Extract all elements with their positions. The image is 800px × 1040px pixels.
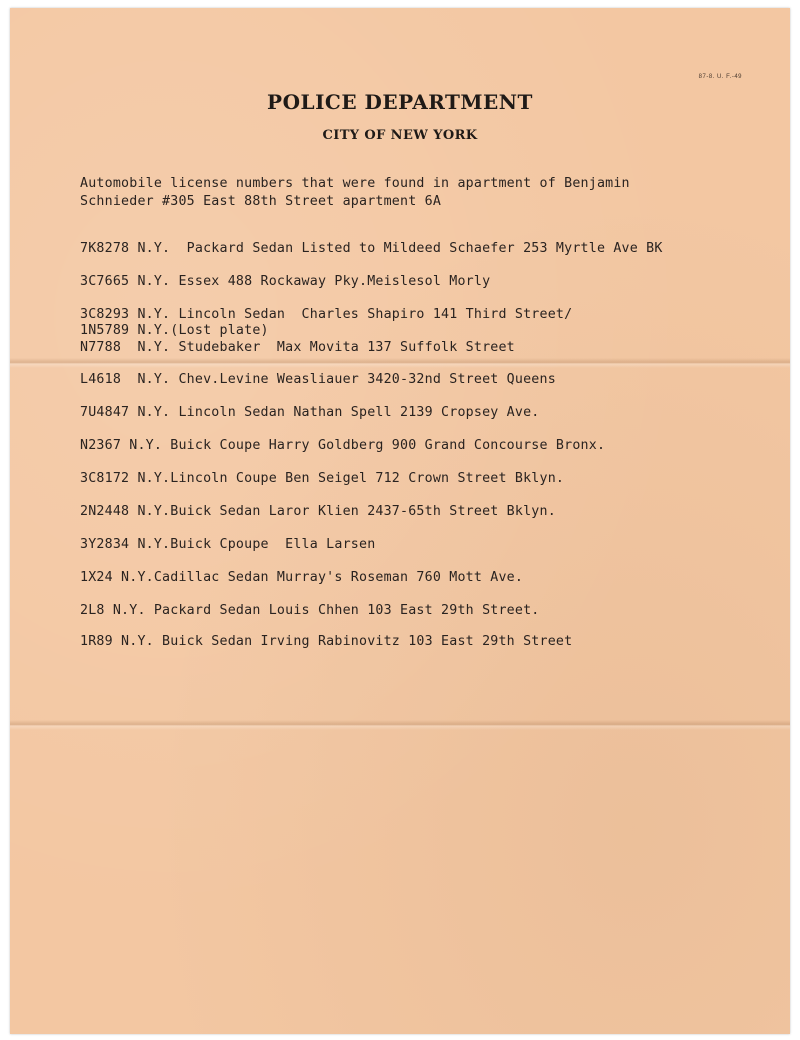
- license-entry: 3C8293 N.Y. Lincoln Sedan Charles Shapiro 141 Third Street/: [80, 307, 573, 322]
- document-subtitle: CITY OF NEW YORK: [322, 128, 478, 143]
- license-entry: N2367 N.Y. Buick Coupe Harry Goldberg 900 Grand Concourse Bronx.: [80, 438, 606, 453]
- license-entry: 3Y2834 N.Y.Buick Cpoupe Ella Larsen: [80, 537, 376, 552]
- form-code: 87-8. U. F.-49: [698, 74, 742, 80]
- paper-fold-line: [10, 720, 790, 730]
- license-entry: 3C7665 N.Y. Essex 488 Rockaway Pky.Meislesol Morly: [80, 274, 491, 289]
- license-entry: 2L8 N.Y. Packard Sedan Louis Chhen 103 East 29th Street.: [80, 603, 540, 618]
- document-paper: [10, 8, 790, 1034]
- license-entry: 7K8278 N.Y. Packard Sedan Listed to Mildeed Schaefer 253 Myrtle Ave BK: [80, 241, 663, 256]
- paper-fold-line: [10, 358, 790, 368]
- license-entry: 2N2448 N.Y.Buick Sedan Laror Klien 2437-65th Street Bklyn.: [80, 504, 556, 519]
- license-entry: N7788 N.Y. Studebaker Max Movita 137 Suffolk Street: [80, 340, 515, 355]
- license-entry: 1N5789 N.Y.(Lost plate): [80, 323, 269, 338]
- document-title: POLICE DEPARTMENT: [267, 90, 533, 114]
- license-entry: L4618 N.Y. Chev.Levine Weasliauer 3420-32nd Street Queens: [80, 372, 556, 387]
- intro-line: Schnieder #305 East 88th Street apartment 6A: [80, 194, 442, 209]
- license-entry: 7U4847 N.Y. Lincoln Sedan Nathan Spell 2139 Cropsey Ave.: [80, 405, 540, 420]
- license-entry: 1R89 N.Y. Buick Sedan Irving Rabinovitz 103 East 29th Street: [80, 634, 573, 649]
- intro-line: Automobile license numbers that were found in apartment of Benjamin: [80, 176, 630, 191]
- license-entry: 3C8172 N.Y.Lincoln Coupe Ben Seigel 712 Crown Street Bklyn.: [80, 471, 565, 486]
- license-entry: 1X24 N.Y.Cadillac Sedan Murray's Roseman 760 Mott Ave.: [80, 570, 524, 585]
